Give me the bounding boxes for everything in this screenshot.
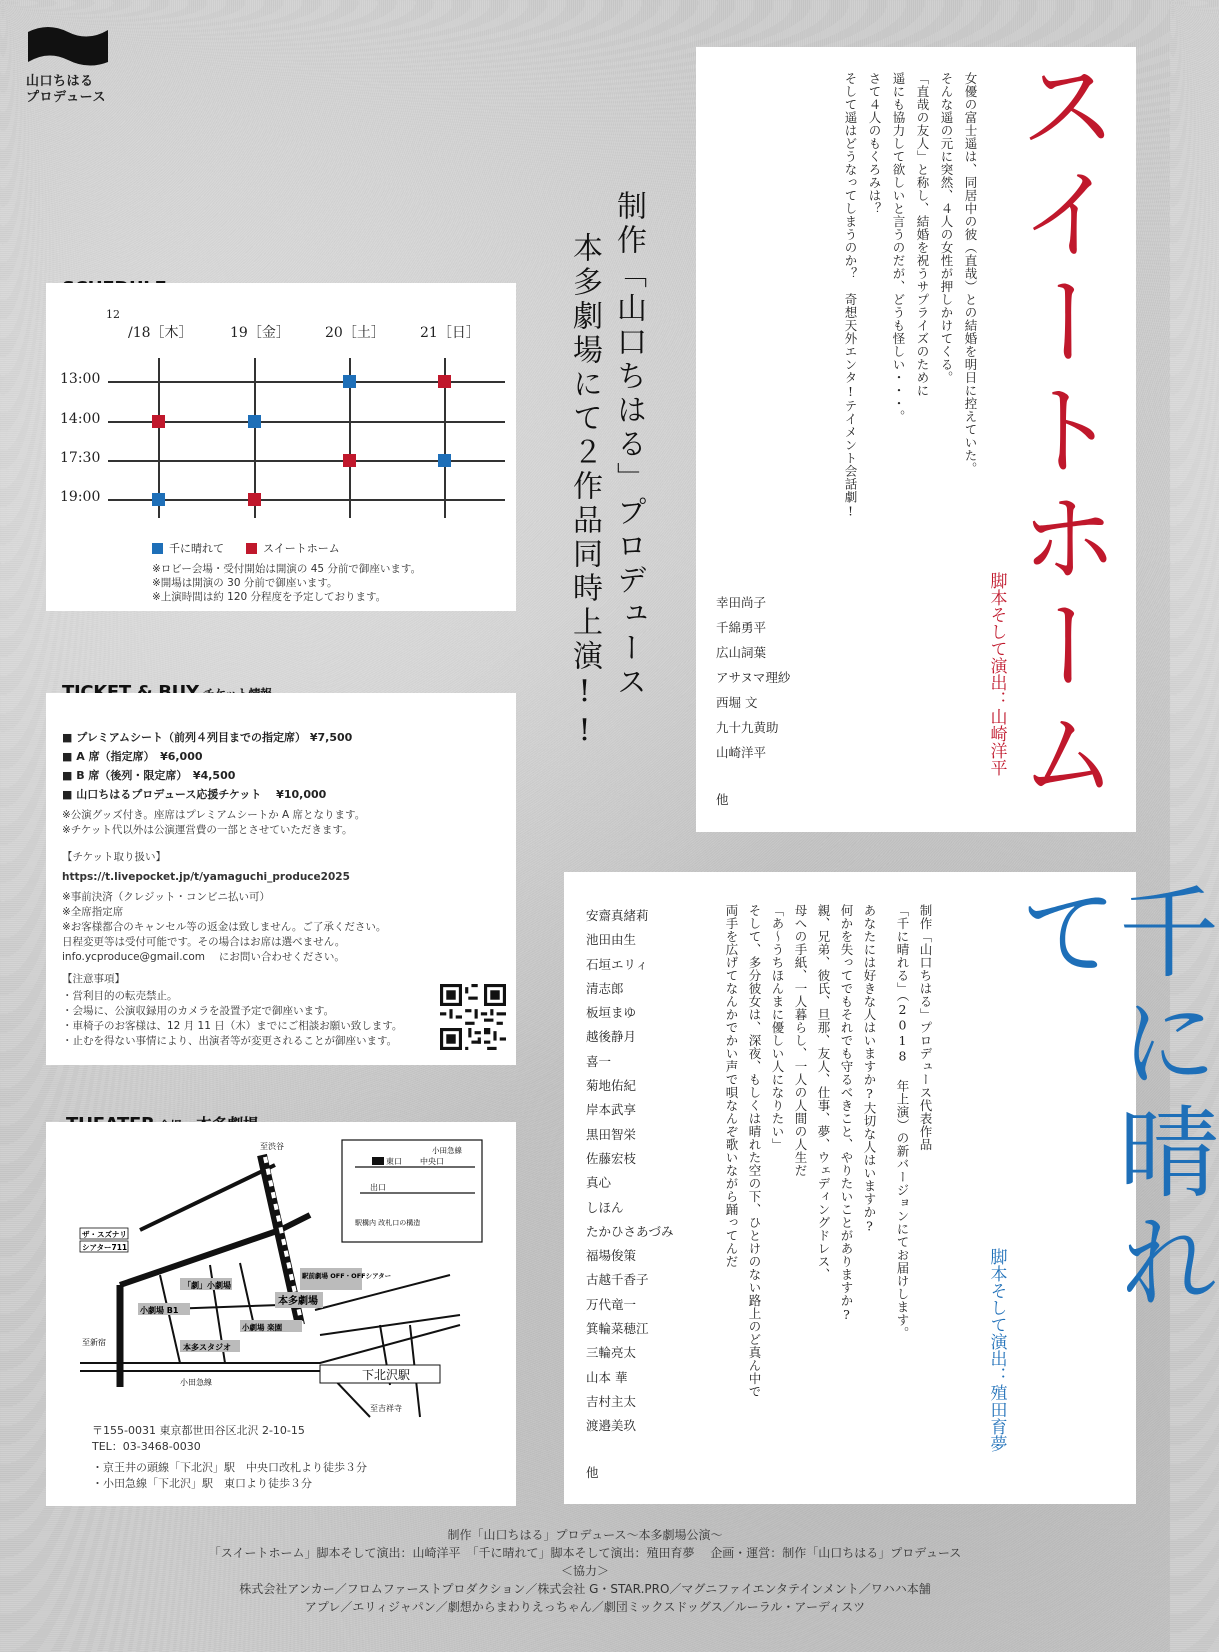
sweethome-cast: 幸田尚子 千綿勇平 広山詞葉 アサヌマ理紗 西堀 文 九十九黄助 山崎洋平 他: [716, 595, 791, 807]
schedule-time-2: 17:30: [60, 450, 101, 466]
map-label-ekimae: 駅前劇場 OFF・OFFシアター: [302, 1272, 392, 1280]
performance-marker: [343, 375, 356, 388]
ticket-cautions: 【注意事項】 ・営利目的の転売禁止。 ・会場に、公演収録用のカメラを設置予定で御座います。 ・車椅子のお客様は、12 月 11 日（木）までにご相談お願い致します。 ・止むを得ない事情により、出演者等が変更されることが御座います。: [62, 973, 403, 1047]
performance-marker: [152, 493, 165, 506]
sweethome-story: 女優の富士遥は、同居中の彼（直哉）との結婚を明日に控えていた。 そんな遥の元に突然、４人の女性が押しかけてくる。 「直哉の友人」と称し、結婚を祝うサプライズのために 遥にも協力して欲しいと言うのだが、どうも怪しい・・・。 さて４人のもくろみは？ そして遥はどうなってしまうのか？ 奇想天外エンタ!テイメント会話劇!: [843, 72, 978, 519]
legend-swatch-blue: [152, 543, 163, 554]
schedule-day-2: 20［土］: [325, 325, 385, 341]
inset-label-deguchi: 出口: [370, 1183, 386, 1192]
performance-marker: [248, 493, 261, 506]
logo-text: 山口ちはる プロデュース: [26, 74, 106, 105]
schedule-notes: ※ロビー会場・受付開始は開演の 45 分前で御座います。 ※開場は開演の 30 分前で御座います。 ※上演時間は約 120 分程度を予定しております。: [152, 563, 422, 603]
senni-cast: 安齋真緒莉 池田由生 石垣エリィ 清志郎 板垣まゆ 越後静月 喜一 菊地佑紀 岸本武享 黒田智栄 佐藤宏枝 真心 しほん たかひさあづみ 福場俊策 古越千香子 万代竜一 箕輪菜穂江 三輪亮太 山本 華 吉村主太 渡邉美玖 他: [586, 908, 674, 1480]
inset-label-higashi: 東口: [386, 1157, 402, 1166]
performance-marker: [438, 375, 451, 388]
senni-title: 千に晴れて: [1002, 880, 1219, 1320]
schedule-legend-senni: 千に晴れて: [152, 540, 224, 556]
map-label-shinjuku: 至新宿: [82, 1338, 106, 1347]
map-label-b1: 小劇場 B1: [140, 1306, 179, 1315]
schedule-day-0: /18［木］: [128, 325, 193, 341]
access-map[interactable]: [80, 1135, 500, 1417]
map-label-honda: 本多劇場: [278, 1296, 318, 1307]
schedule-day-1: 19［金］: [230, 325, 290, 341]
inset-label-chuo: 中央口: [420, 1157, 444, 1166]
map-label-shibuya: 至渋谷: [260, 1142, 284, 1151]
map-label-suzunari: ザ・スズナリ: [82, 1230, 127, 1239]
map-label-station: 下北沢駅: [362, 1368, 411, 1382]
ticket-price-list: ■ プレミアムシート（前列４列目までの指定席） ¥7,500 ■ A 席（指定席） ¥6,000 ■ B 席（後列・限定席） ¥4,500 ■ 山口ちはるプロデュース応援チケット ¥10,000: [62, 731, 353, 801]
schedule-day-3: 21［日］: [420, 325, 480, 341]
schedule-month: 12: [106, 308, 120, 321]
schedule-time-3: 19:00: [60, 489, 101, 505]
contact-email[interactable]: info.ycproduce@gmail.com にお問い合わせください。: [62, 951, 345, 963]
schedule-legend-sweethome: スイートホーム: [246, 540, 340, 556]
performance-marker: [152, 415, 165, 428]
inset-label-odakyu: 小田急線: [432, 1146, 462, 1155]
map-label-kichijoji: 至吉祥寺: [370, 1404, 402, 1413]
qr-code-icon[interactable]: [440, 984, 506, 1050]
map-label-theater711: シアター711: [82, 1243, 128, 1252]
legend-swatch-red: [246, 543, 257, 554]
map-label-shogekijo: 「劇」小劇場: [183, 1281, 231, 1290]
ticket-url-link[interactable]: https://t.livepocket.jp/t/yamaguchi_produce2025: [62, 871, 350, 883]
sweethome-title: スイートホーム: [1002, 54, 1119, 810]
map-label-studio: 本多スタジオ: [183, 1343, 231, 1352]
map-label-rakuen: 小劇場 楽園: [242, 1323, 283, 1332]
theater-address: 〒155-0031 東京都世田谷区北沢 2-10-15 TEL：03-3468-0030: [92, 1424, 305, 1453]
ticket-handling: 【チケット取り扱い】 https://t.livepocket.jp/t/yamaguchi_produce2025 ※事前決済（クレジット・コンビニ払い可） ※全席指定席 ※お客様都合のキャンセル等の返金は致しません。ご了承ください。 日程変更等は受付可能です。その場合はお席は選べません。 info.ycproduce@gmail.com にお問い合わせください。: [62, 851, 387, 963]
performance-marker: [248, 415, 261, 428]
performance-marker: [438, 454, 451, 467]
performance-marker: [343, 454, 356, 467]
center-headline-2: 本多劇場にて２作品同時上演!!: [567, 232, 602, 752]
theater-access: ・京王井の頭線「下北沢」駅 中央口改札より徒歩３分 ・小田急線「下北沢」駅 東口より徒歩３分: [92, 1461, 367, 1490]
flag-logo-icon: [26, 24, 110, 66]
senni-credit: 脚本そして演出：殖田育夢: [986, 1248, 1007, 1452]
footer-credits: 制作「山口ちはる」プロデュース〜本多劇場公演〜 「スイートホーム」脚本そして演出：山崎洋平 「千に晴れて」脚本そして演出：殖田育夢 企画・運営：制作「山口ちはる」プロデュース ＜協力＞ 株式会社アンカー／フロムファーストプロダクション／株式会社 G・STAR.PRO／マグニファイエンタテインメント／ワハハ本舗 アプレ／エリィジャパン／劇想からまわりえっちゃん／劇団ミックスドッグス／ルーラル・アーディスツ: [208, 1528, 962, 1614]
sweethome-credit: 脚本そして演出：山崎洋平: [986, 572, 1007, 776]
ticket-price-notes: ※公演グッズ付き。座席はプレミアムシートか A 席となります。 ※チケット代以外は公演運営費の一部とさせていただきます。: [62, 809, 366, 836]
senni-story: 制作「山口ちはる」プロデュース代表作品 「千に晴れる」（2018 年上演）の新バージョンにてお届けします。 あなたには好きな人はいますか?大切な人はいますか? 何かを失ってでもそれでも守るべきこと、やりたいことがありますか? 親、兄弟、彼氏、旦那、友人、仕事、夢、ウェディングドレス、 母への手紙、一人暮らし、一人の人間の人生だ 「あ〜うちほんまに優しい人になりたい」 そして、多分彼女は、深夜、もしくは晴れた空の下、ひとけのない路上のど真ん中で 両手を広げてなんかでかい声で唄なんぞ歌いながら踊ってんだ: [724, 904, 933, 1398]
schedule-time-1: 14:00: [60, 411, 101, 427]
producer-logo: [26, 24, 116, 106]
schedule-time-0: 13:00: [60, 371, 101, 387]
center-headline-1: 制作「山口ちはる」プロデュース: [611, 190, 646, 700]
map-label-odakyu: 小田急線: [180, 1378, 212, 1387]
inset-label-kaisatsu: 駅構内 改札口の構造: [355, 1219, 421, 1227]
